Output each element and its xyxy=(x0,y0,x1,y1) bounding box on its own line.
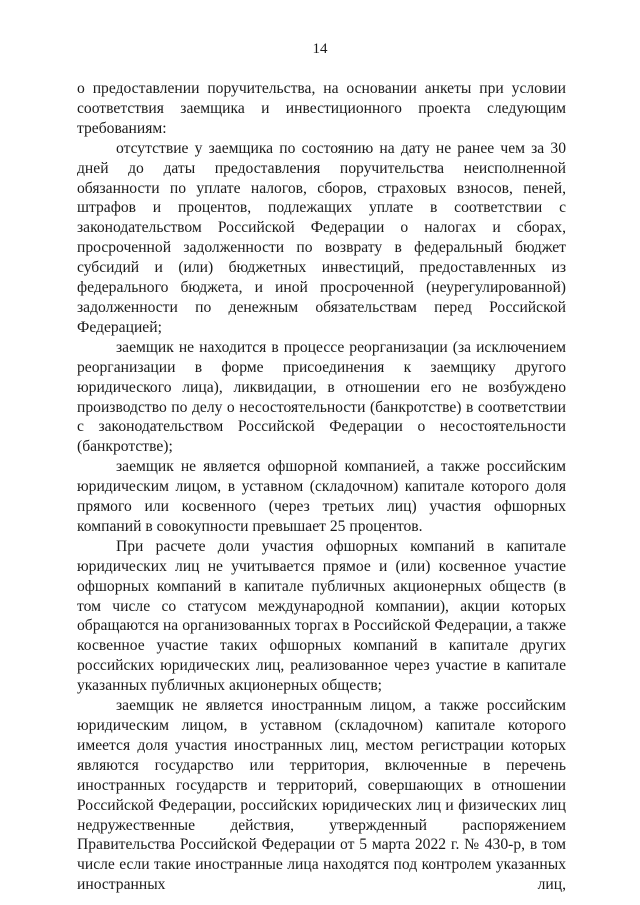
paragraph-tax-debt: отсутствие у заемщика по состоянию на дату не ранее чем за 30 дней до даты предоставления поручительства неисполненной обязанности по уплате налогов, сборов, страховых взносов, пеней, штрафов и процентов, подлежащих уплате в соответствии с законодательством Российской Федерации о налогах и сборах, просроченной задолженности по возврату в федеральный бюджет субсидий и (или) бюджетных инвестиций, предоставленных из федерального бюджета, и иной просроченной (неурегулированной) задолженности по денежным обязательствам перед Российской Федерацией; xyxy=(77,139,566,336)
paragraph-intro: о предоставлении поручительства, на основании анкеты при условии соответствия заемщика и инвестиционного проекта следующим требованиям: xyxy=(77,80,566,137)
document-body xyxy=(77,79,566,895)
page-number: 14 xyxy=(312,41,328,57)
paragraph-reorganization: заемщик не находится в процессе реорганизации (за исключением реорганизации в форме присоединения к заемщику другого юридического лица), ликвидации, в отношении его не возбуждено производство по делу о несостоятельности (банкротстве) в соответствии с законодательством Российской Федерации о несостоятельности (банкротстве); xyxy=(77,338,566,456)
paragraph-foreign-persons: заемщик не является иностранным лицом, а также российским юридическим лицом, в уставном (складочном) капитале которого имеется доля участия иностранных лиц, местом регистрации которых являются государство или территория, включенные в перечень иностранных государств и территорий, совершающих в отношении Российской Федерации, российских юридических лиц и физических лиц недружественные действия, утвержденный распоряжением Правительства Российской Федерации от 5 марта 2022 г. № 430-р, в том числе если такие иностранные лица находятся под контролем указанных иностранных лиц, xyxy=(77,697,566,894)
paragraph-offshore: заемщик не является офшорной компанией, а также российским юридическим лицом, в уставном (складочном) капитале которого доля прямого или косвенного (через третьих лиц) участия офшорных компаний в совокупности превышает 25 процентов. xyxy=(77,458,566,535)
paragraph-offshore-calculation: При расчете доли участия офшорных компаний в капитале юридических лиц не учитывается прямое и (или) косвенное участие офшорных компаний в капитале публичных акционерных обществ (в том числе со статусом международной компании), акции которых обращаются на организованных торгах в Российской Федерации, а также косвенное участие таких офшорных компаний в капитале других российских юридических лиц, реализованное через участие в капитале указанных публичных акционерных обществ; xyxy=(77,537,566,695)
